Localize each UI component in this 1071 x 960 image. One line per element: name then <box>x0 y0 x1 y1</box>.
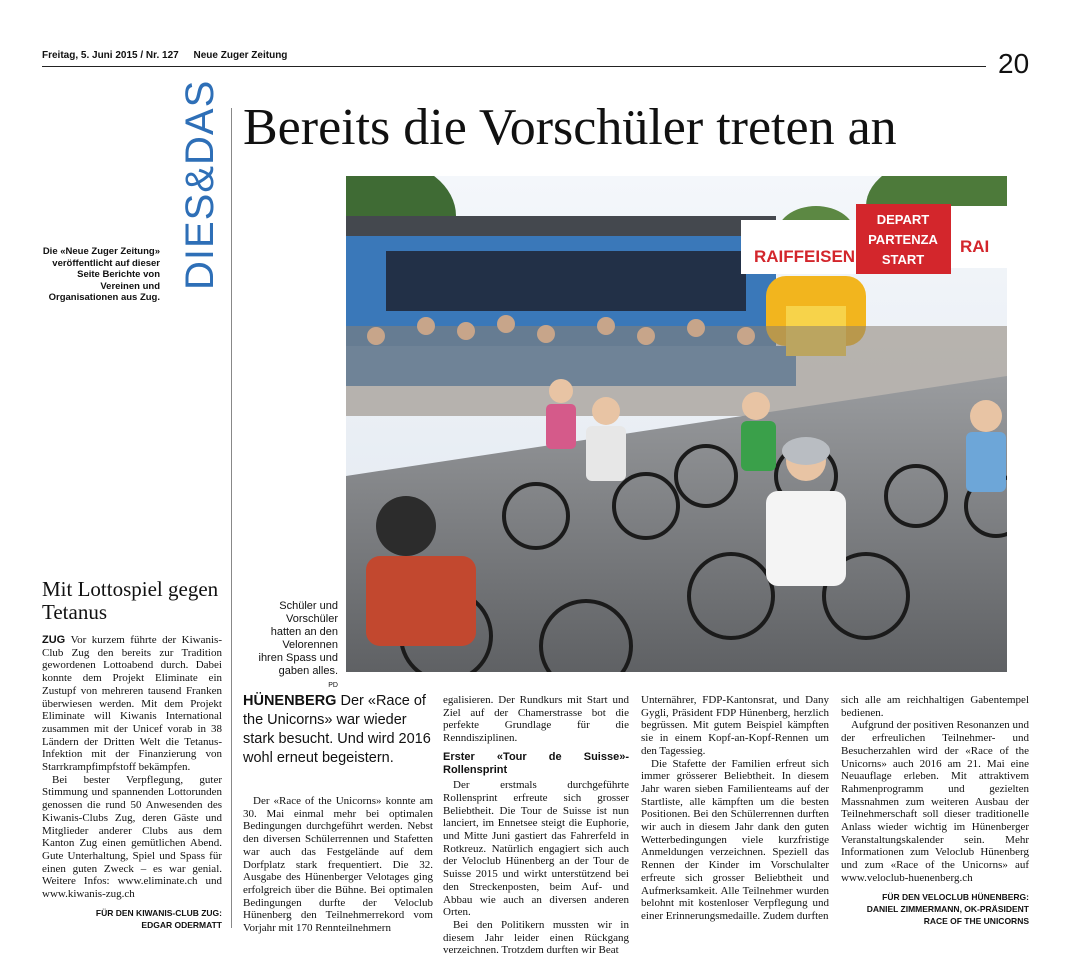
main-article-col2 <box>443 694 629 957</box>
main-col2-p2: Der erstmals durchgeführte Rollensprint erfreute sich grosser Beliebtheit. Die Tour de Suisse ist nun lanciert, im Ennetsee steigt die Euphorie, und Mitte Juni gastiert das Fahrerfeld in Rotkreuz. Natürlich engagiert sich auch der Veloclub Hünenberg an der Tour de Suisse 2015 und wirkt unterstützend bei den Streckenposten, beim Auf- und Abbau wie auch an diversen anderen Orten. <box>443 779 629 919</box>
main-article-dateline: HÜNENBERG <box>243 693 337 709</box>
banner-depart: DEPART <box>876 212 930 227</box>
section-rubric: DIES&DAS <box>178 79 222 290</box>
issue-date: Freitag, 5. Juni 2015 / Nr. 127 <box>42 50 179 61</box>
page-headline: Bereits die Vorschüler treten an <box>243 99 897 156</box>
banner-partenza: PARTENZA <box>868 232 938 247</box>
main-article-col1 <box>243 795 433 935</box>
banner-start: START <box>881 252 925 267</box>
race-photo <box>346 176 1007 672</box>
main-signature-line1: FÜR DEN VELOCLUB HÜNENBERG: <box>882 891 1029 902</box>
side-article-p1: Vor kurzem führte der Kiwanis-Club Zug den bereits zur Tradition gewordenen Lottoabend durch. Dabei konnte dem Projekt Eliminate ein Zustupf von mehreren tausend Franken überwiesen werden. Mit dem Projekt Eliminate will Kiwanis International zusammen mit der Unicef vorab in 38 Ländern der Dritten Welt die Tetanus-Infektion mit der Finanzierung von Starrkrampfimpfstoff bekämpfen. <box>42 634 222 774</box>
header-rule <box>42 66 986 67</box>
publication-name: Neue Zuger Zeitung <box>193 50 288 61</box>
main-col3-p1: Unternährer, FDP-Kantonsrat, und Dany Gygli, Präsident FDP Hünenberg, herzlich begrüssen. Mit gutem Beispiel kämpften sie in einem Kopf-an-Kopf-Rennen um den Tagessieg. <box>641 694 829 757</box>
main-col2-p1: egalisieren. Der Rundkurs mit Start und Ziel auf der Chamerstrasse bot die perfekte Grundlage für die Renndisziplinen. <box>443 694 629 745</box>
side-article-title: Mit Lottospiel gegen Tetanus <box>42 577 219 624</box>
banner-right-text: RAI <box>960 237 990 256</box>
main-col2-p3: Bei den Politikern mussten wir in diesem Jahr leider einen Rückgang verzeichnen. Trotzdem durften wir Beat <box>443 918 629 957</box>
caption-text: Schüler und Vorschüler hatten an den Velorennen ihren Spass und gaben alles. <box>258 600 338 677</box>
side-article-p2: Bei bester Verpflegung, guter Stimmung und spannenden Lottorunden genossen die rund 50 Anwesenden des Kiwanis-Clubs Zug, deren Gäste und Mitglieder anderer Clubs aus dem Kanton Zug einen gemütlichen Abend. Gute Unterhaltung, Spiel und Spass für einen guten Zweck – es war genial. Weitere Infos: www.eliminate.ch und www.kiwanis-zug.ch <box>42 773 222 901</box>
side-article-body <box>42 634 222 931</box>
main-col4-p1: sich alle am reichhaltigen Gabentempel bedienen. <box>841 694 1029 719</box>
main-signature-line3: RACE OF THE UNICORNS <box>923 915 1029 926</box>
side-article-dateline: ZUG <box>42 634 66 646</box>
main-article-signature <box>841 891 1029 927</box>
side-signature-line1: FÜR DEN KIWANIS-CLUB ZUG: <box>95 907 222 918</box>
main-article-col3 <box>641 694 829 923</box>
column-divider <box>231 108 232 928</box>
main-article-lead <box>243 692 433 768</box>
dateline-header <box>42 50 287 61</box>
side-article-signature <box>42 907 222 931</box>
main-article-lead-text: Der «Race of the Unicorns» war wieder stark besucht. Und wird 2016 wohl erneut begeistern. <box>243 693 431 766</box>
photo-caption <box>258 600 338 692</box>
main-col3-p2: Die Stafette der Familien erfreut sich immer grösserer Beliebtheit. In diesem Jahr waren sieben Familienteams auf der Startliste, alle kämpften um die besten Positionen. Bei den Schülerrennen durften wir auch in diesem Jahr dank den guten Wetterbedingungen viele kurzfristige Anmeldungen verzeichnen. Speziell das Rennen der Kinder im Vorschulalter erfreute sich grosser Beliebtheit und Aufmerksamkeit. Alle Teilnehmer wurden belohnt mit kostenloser Verpflegung und einer Erinnerungsmedaille. Zudem durften <box>641 757 829 922</box>
photo-credit: PD <box>328 682 338 689</box>
main-col2-subhead: Erster «Tour de Suisse»-Rollensprint <box>443 750 629 776</box>
page-number: 20 <box>998 48 1030 79</box>
main-col1-p1: Der «Race of the Unicorns» konnte am 30. Mai einmal mehr bei optimalen Bedingungen durchgeführt werden. Nebst den diversen Schülerrennen und Stafetten war auch das Festgelände auf dem Dorfplatz stark frequentiert. Die 32. Ausgabe des Hünenberger Velotages ging erfolgreich über die Bühne. Bei optimalen Bedingungen durfte der Veloclub Hünenberg den Teilnehmerrekord vom Vorjahr mit 170 Rennteilnehmern <box>243 795 433 935</box>
race-photo-illustration <box>346 176 1007 672</box>
main-col4-p2: Aufgrund der positiven Resonanzen und der erfreulichen Teilnehmer- und Besucherzahlen wird der «Race of the Unicorns» auch 2016 am 21. Mai eine Neuauflage erleben. Mit attraktivem Rahmenprogramm und gezielten Massnahmen zum weiteren Ausbau der Teilnehmerschaft soll dieser traditionelle Anlass wieder wichtig im Hünenberger Veranstaltungskalender sein. Mehr Informationen zum Veloclub Hünenberg und zum «Race of the Unicorns» auf www.veloclub-huenenberg.ch <box>841 719 1029 884</box>
section-intro: Die «Neue Zuger Zeitung» veröffentlicht auf dieser Seite Berichte von Vereinen und Organisationen aus Zug. <box>42 246 160 303</box>
side-signature-line2: EDGAR ODERMATT <box>141 919 222 930</box>
main-article-col4 <box>841 694 1029 927</box>
banner-left-text: RAIFFEISEN <box>754 247 856 266</box>
main-signature-line2: DANIEL ZIMMERMANN, OK-PRÄSIDENT <box>866 903 1029 914</box>
